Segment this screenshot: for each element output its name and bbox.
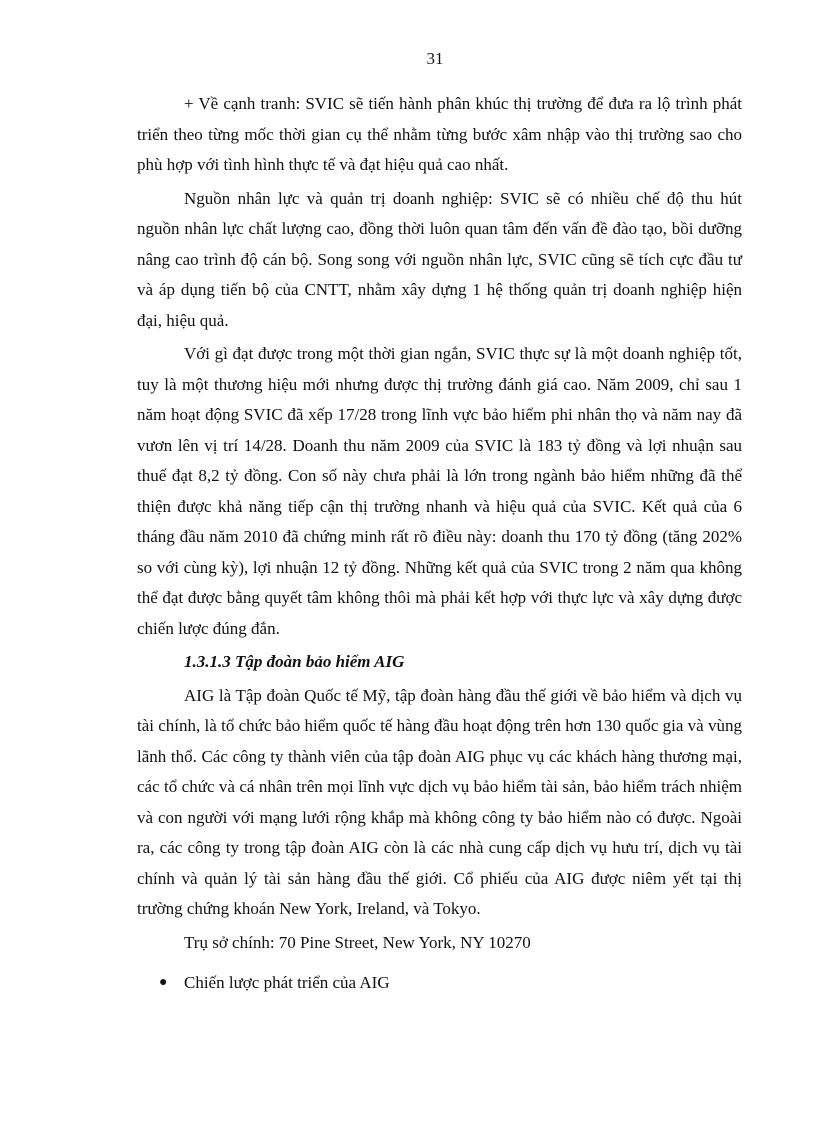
bullet-dot-icon: ● [159,975,168,990]
bullet-item-label: Chiến lược phát triển của AIG [184,973,390,992]
bullet-item-aig-strategy [137,968,742,999]
paragraph-svic-results: Với gì đạt được trong một thời gian ngắn, SVIC thực sự là một doanh nghiệp tốt, tuy là một thương hiệu mới nhưng được thị trường đánh giá cao. Năm 2009, chỉ sau 1 năm hoạt động SVIC đã xếp 17/28 trong lĩnh vực bảo hiểm phi nhân thọ và năm nay đã vươn lên vị trí 14/28. Doanh thu năm 2009 của SVIC là 183 tỷ đồng và lợi nhuận sau thuế đạt 8,2 tỷ đồng. Con số này chưa phải là lớn trong ngành bảo hiểm những đã thể thiện được khả năng tiếp cận thị trường nhanh và hiệu quả của SVIC. Kết quả của 6 tháng đầu năm 2010 đã chứng minh rất rõ điều này: doanh thu 170 tỷ đồng (tăng 202% so với cùng kỳ), lợi nhuận 12 tỷ đồng. Những kết quả của SVIC trong 2 năm qua không thể đạt được bằng quyết tâm không thôi mà phải kết hợp với thực lực và xây dựng được chiến lược đúng đắn. [137,344,742,638]
paragraph-aig-headquarters: Trụ sở chính: 70 Pine Street, New York, NY 10270 [184,932,531,952]
document-body [137,89,742,999]
paragraph-human-resources: Nguồn nhân lực và quản trị doanh nghiệp: SVIC sẽ có nhiều chế độ thu hút nguồn nhân lực chất lượng cao, đồng thời luôn quan tâm đến vấn đề đào tạo, bồi dưỡng nâng cao trình độ cán bộ. Song song với nguồn nhân lực, SVIC cũng sẽ tích cực đầu tư và áp dụng tiến bộ của CNTT, nhằm xây dựng 1 hệ thống quản trị doanh nghiệp hiện đại, hiệu quả. [137,188,742,330]
paragraph-aig-intro: AIG là Tập đoàn Quốc tế Mỹ, tập đoàn hàng đầu thế giới về bảo hiểm và dịch vụ tài chính, là tổ chức bảo hiểm quốc tế hàng đầu hoạt động trên hơn 130 quốc gia và vùng lãnh thổ. Các công ty thành viên của tập đoàn AIG phục vụ các khách hàng thương mại, các tổ chức và cá nhân trên mọi lĩnh vực dịch vụ bảo hiểm tài sản, bảo hiểm trách nhiệm và con người với mạng lưới rộng khắp mà không công ty bảo hiểm nào có được. Ngoài ra, các công ty trong tập đoàn AIG còn là các nhà cung cấp dịch vụ hưu trí, dịch vụ tài chính và quản lý tài sản hàng đầu thế giới. Cổ phiếu của AIG được niêm yết tại thị trường chứng khoán New York, Ireland, và Tokyo. [137,685,742,918]
section-heading-aig: 1.3.1.3 Tập đoàn bảo hiểm AIG [184,652,405,671]
page-number: 31 [426,49,444,68]
paragraph-competition: + Về cạnh tranh: SVIC sẽ tiến hành phân khúc thị trường để đưa ra lộ trình phát triển theo từng mốc thời gian cụ thể nhằm từng bước xâm nhập vào thị trường sao cho phù hợp với tình hình thực tế và đạt hiệu quả cao nhất. [137,94,742,174]
